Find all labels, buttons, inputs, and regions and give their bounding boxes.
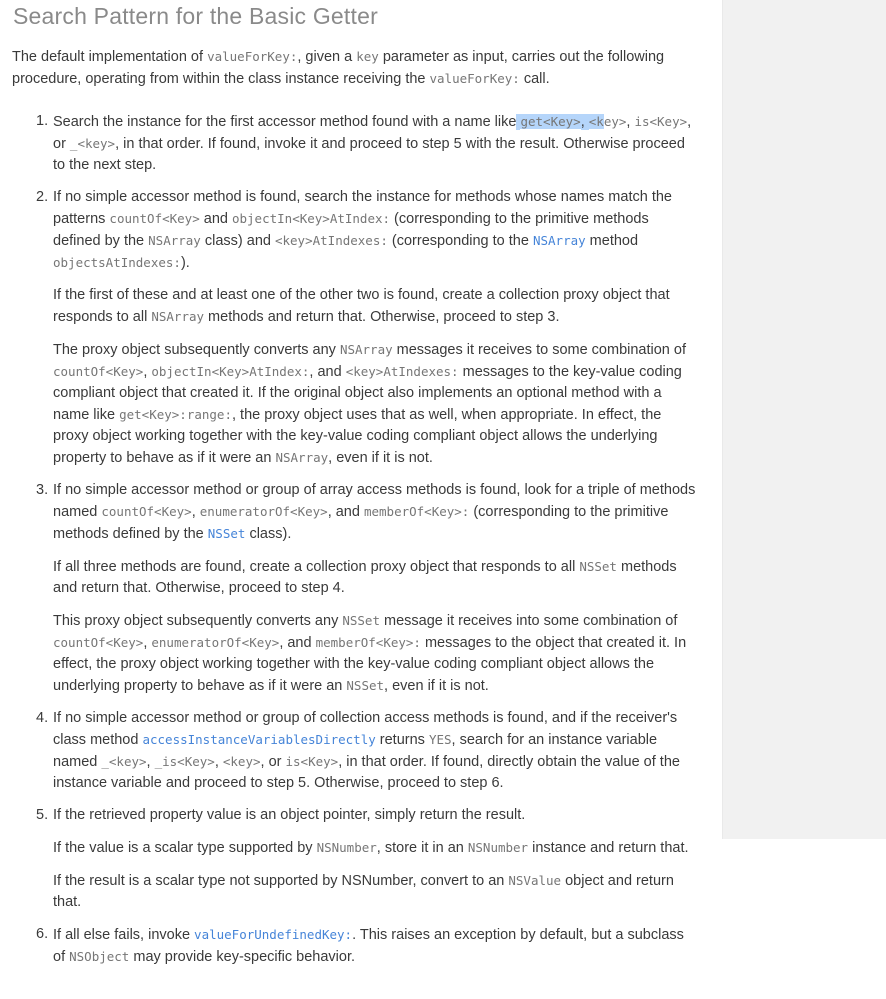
text-run: , in that order. If found, directly obtain the value of the instance variable and proceed to step 5. Otherwise, proceed to step 6. — [53, 754, 680, 791]
inline-code: valueForKey: — [207, 49, 298, 64]
inline-code: NSArray — [148, 233, 201, 248]
item-number: 6. — [36, 926, 49, 942]
right-gutter — [722, 0, 886, 839]
paragraph — [53, 339, 700, 469]
inline-code-selected: <k — [588, 114, 604, 129]
text-run: , — [191, 504, 200, 520]
text-run: Search the instance for the first accessor method found with a name like — [53, 114, 517, 130]
inline-code: _is<Key> — [154, 754, 215, 769]
item-number: 4. — [36, 710, 49, 726]
paragraph — [53, 111, 700, 176]
list-item — [36, 111, 700, 176]
list-item — [36, 187, 700, 469]
text-run: (corresponding to the primitive methods defined by the — [53, 504, 669, 542]
text-run: If the retrieved property value is an object pointer, simply return the result. — [53, 807, 526, 823]
text-run: (corresponding to the primitive methods defined by the — [53, 211, 649, 249]
text-run: , or — [53, 114, 692, 152]
list-item — [36, 480, 700, 697]
list-item — [36, 708, 700, 794]
text-run: may provide key-specific behavior. — [129, 949, 355, 965]
inline-code: NSArray — [275, 450, 329, 465]
paragraph — [53, 556, 700, 599]
text-run: object and return that. — [53, 873, 674, 910]
inline-code: NSArray — [339, 342, 393, 357]
text-run: If all three methods are found, create a collection proxy object that responds to all — [53, 559, 580, 575]
text-run: parameter as input, carries out the following procedure, operating from within the class instance receiving the — [12, 49, 665, 87]
procedure-list — [36, 111, 700, 968]
paragraph — [53, 837, 700, 859]
text-run: class) and — [200, 233, 275, 249]
inline-code-selected: get<Key> — [520, 114, 581, 129]
text-run: If all else fails, invoke — [53, 927, 195, 943]
inline-code: NSSet — [346, 678, 385, 693]
paragraph — [53, 924, 700, 968]
inline-code: objectIn<Key>AtIndex: — [151, 364, 310, 379]
text-run: , store it in an — [376, 840, 468, 856]
paragraph — [53, 610, 700, 697]
inline-code: NSNumber — [467, 840, 529, 855]
text-run: call. — [519, 71, 550, 87]
text-run: , the proxy object uses that as well, when appropriate. In effect, the proxy object working together with the key-value coding compliant object allows the underlying property to behave as if it were an — [53, 407, 662, 466]
text-run: The default implementation of — [12, 49, 208, 65]
inline-code: memberOf<Key>: — [315, 635, 421, 650]
page-title: Search Pattern for the Basic Getter — [13, 3, 378, 29]
text-run: methods and return that. Otherwise, proceed to step 3. — [204, 309, 560, 325]
inline-code: objectsAtIndexes: — [53, 255, 181, 270]
item-number: 1. — [36, 113, 49, 129]
inline-code: countOf<Key> — [101, 504, 192, 519]
inline-code: is<Key> — [285, 754, 339, 769]
inline-code: NSSet — [579, 559, 617, 574]
text-run: , and — [309, 364, 346, 380]
text-run: , — [143, 635, 152, 651]
text-run: , — [143, 364, 152, 380]
text-run: (corresponding to the — [387, 233, 533, 249]
inline-code: valueForKey: — [429, 71, 520, 86]
list-item — [36, 805, 700, 913]
inline-code: ey> — [603, 114, 627, 129]
text-run: If the result is a scalar type not supported by NSNumber, convert to an — [53, 873, 509, 889]
text-run: methods and return that. Otherwise, proceed to step 4. — [53, 559, 677, 596]
inline-code: countOf<Key> — [53, 364, 144, 379]
item-number: 3. — [36, 482, 49, 498]
paragraph — [53, 480, 700, 545]
text-run: This proxy object subsequently converts any — [53, 613, 343, 629]
inline-code: enumeratorOf<Key> — [151, 635, 280, 650]
text-run: , or — [260, 754, 286, 770]
text-run: , even if it is not. — [384, 678, 489, 694]
inline-code: enumeratorOf<Key> — [199, 504, 328, 519]
text-run: , in that order. If found, invoke it and proceed to step 5 with the result. Otherwise proceed to the next step. — [53, 136, 685, 173]
text-run: messages it receives to some combination of — [392, 342, 686, 358]
text-run-selected: , — [580, 114, 589, 130]
text-run: , even if it is not. — [328, 450, 433, 466]
text-run: , and — [327, 504, 364, 520]
text-run: , given a — [297, 49, 357, 65]
text-run: message it receives into some combination of — [379, 613, 678, 629]
inline-code: <key>AtIndexes: — [274, 233, 388, 248]
text-run: , — [146, 754, 155, 770]
paragraph — [53, 708, 700, 794]
text-run: messages to the key-value coding compliant object that created it. If the original object also implements an optional method with a name like — [53, 364, 682, 423]
inline-code: NSObject — [69, 949, 130, 964]
text-run: instance and return that. — [528, 840, 689, 856]
inline-code: countOf<Key> — [109, 211, 200, 226]
text-run: If no simple accessor method or group of array access methods is found, look for a triple of methods named — [53, 482, 696, 520]
inline-code: <key>AtIndexes: — [345, 364, 459, 379]
inline-code: countOf<Key> — [53, 635, 144, 650]
text-run: class). — [245, 526, 292, 542]
inline-code: key — [356, 49, 379, 64]
inline-code: _<key> — [69, 136, 116, 151]
text-run: , search for an instance variable named — [53, 732, 658, 770]
nsarray-link[interactable]: NSArray — [532, 233, 586, 248]
inline-code: YES — [428, 732, 452, 747]
inline-code: objectIn<Key>AtIndex: — [231, 211, 391, 226]
item-number: 2. — [36, 189, 49, 205]
access-instance-variables-directly-link[interactable]: accessInstanceVariablesDirectly — [142, 732, 376, 747]
paragraph — [53, 285, 700, 328]
inline-code: NSNumber — [316, 840, 377, 855]
inline-code: memberOf<Key>: — [363, 504, 470, 519]
text-run: and — [199, 211, 232, 227]
item-number: 5. — [36, 807, 49, 823]
inline-code: get<Key>:range: — [119, 407, 232, 422]
text-run: If the value is a scalar type supported by — [53, 840, 317, 856]
inline-code: _<key> — [101, 754, 147, 769]
text-run: If no simple accessor method or group of collection access methods is found, and if the receiver's class method — [53, 710, 678, 748]
text-run: method — [585, 233, 639, 249]
inline-code: NSSet — [342, 613, 380, 628]
intro-paragraph — [12, 46, 700, 90]
inline-code: <key> — [222, 754, 261, 769]
inline-code: NSValue — [508, 873, 562, 888]
nsset-link[interactable]: NSSet — [207, 526, 246, 541]
list-item — [36, 924, 700, 968]
text-run: , — [214, 754, 223, 770]
text-run: The proxy object subsequently converts any — [53, 342, 340, 358]
text-run: , — [626, 114, 635, 130]
paragraph — [53, 870, 700, 913]
value-for-undefined-key-link[interactable]: valueForUndefinedKey: — [194, 927, 353, 942]
paragraph — [53, 805, 700, 826]
text-run: ). — [180, 255, 190, 271]
text-run: returns — [375, 732, 429, 748]
text-run: . This raises an exception by default, but a subclass of — [53, 927, 684, 965]
text-run: , and — [279, 635, 316, 651]
inline-code: is<Key> — [634, 114, 688, 129]
text-run: If no simple accessor method is found, search the instance for methods whose names match the patterns — [53, 189, 672, 227]
inline-code: NSArray — [151, 309, 205, 324]
text-run: messages to the object that created it. In effect, the proxy object working together with the key-value coding compliant object allows the underlying property to behave as if it were an — [53, 635, 687, 694]
paragraph — [53, 187, 700, 274]
text-run: If the first of these and at least one of the other two is found, create a collection proxy object that responds to all — [53, 287, 670, 325]
